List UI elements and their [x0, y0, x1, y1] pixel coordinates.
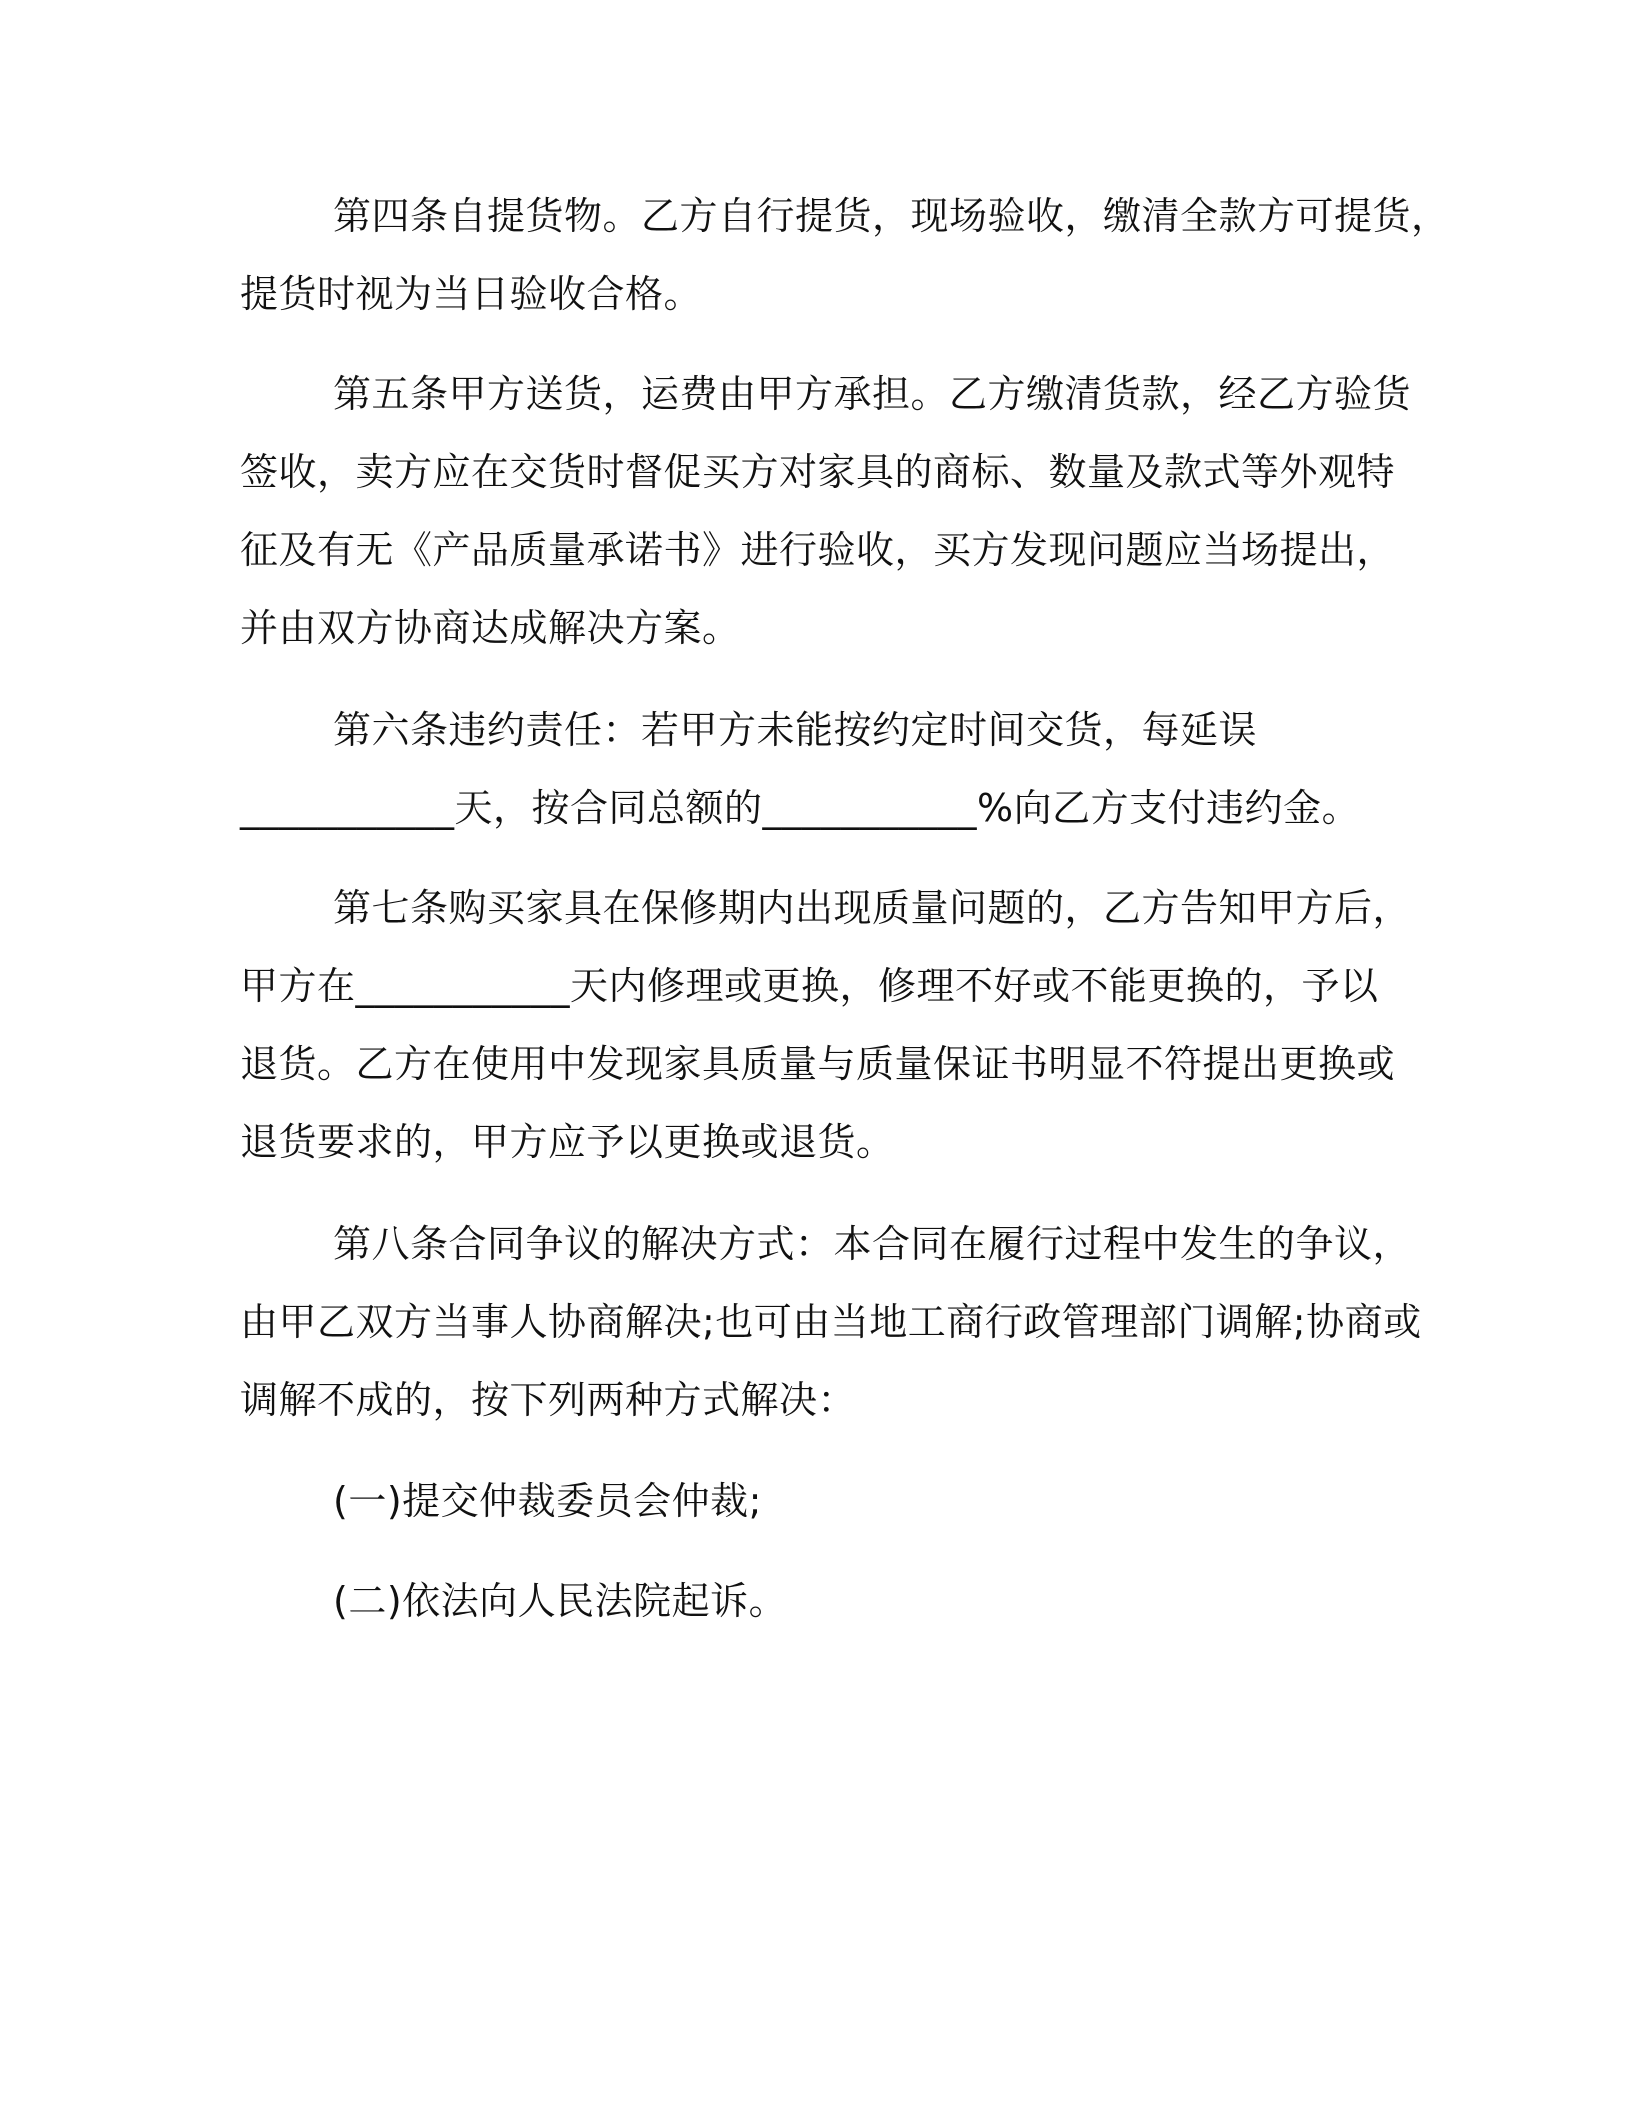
article-7-line-3: 退货。乙方在使用中发现家具质量与质量保证书明显不符提出更换或 [240, 1042, 1396, 1086]
article-5-line-2: 签收，卖方应在交货时督促买方对家具的商标、数量及款式等外观特 [240, 450, 1396, 494]
article-8-line-1: 第八条合同争议的解决方式：本合同在履行过程中发生的争议， [333, 1222, 1412, 1266]
article-8-line-3: 调解不成的，按下列两种方式解决： [240, 1378, 857, 1422]
article-6-line-1: 第六条违约责任：若甲方未能按约定时间交货，每延误 [333, 708, 1258, 752]
article-5-line-4: 并由双方协商达成解决方案。 [240, 606, 741, 650]
article-4-line-2: 提货时视为当日验收合格。 [240, 272, 703, 316]
article-7-line-1: 第七条购买家具在保修期内出现质量问题的，乙方告知甲方后， [333, 886, 1412, 930]
article-4-line-1: 第四条自提货物。乙方自行提货，现场验收，缴清全款方可提货， [333, 194, 1450, 238]
article-5-line-1: 第五条甲方送货，运费由甲方承担。乙方缴清货款，经乙方验货 [333, 372, 1412, 416]
article-8-line-2: 由甲乙双方当事人协商解决;也可由当地工商行政管理部门调解;协商或 [240, 1300, 1422, 1344]
option-1-line: (一)提交仲裁委员会仲裁; [333, 1479, 762, 1523]
option-2-line: (二)依法向人民法院起诉。 [333, 1579, 788, 1623]
article-6-line-2: ___________天，按合同总额的___________%向乙方支付违约金。 [240, 786, 1361, 830]
article-7-line-4: 退货要求的，甲方应予以更换或退货。 [240, 1120, 895, 1164]
article-7-line-2: 甲方在___________天内修理或更换，修理不好或不能更换的，予以 [240, 964, 1379, 1008]
article-5-line-3: 征及有无《产品质量承诺书》进行验收，买方发现问题应当场提出， [240, 528, 1396, 572]
